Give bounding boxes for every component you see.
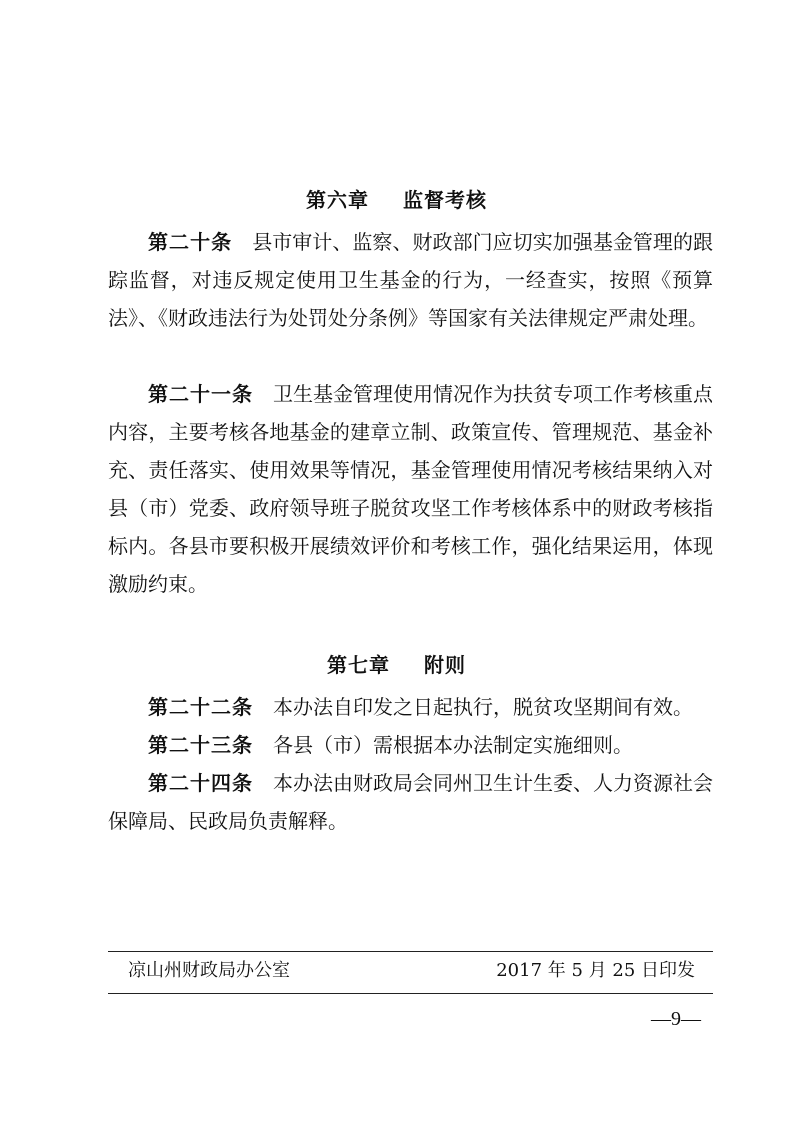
article-23 <box>108 726 713 764</box>
chapter-7-heading <box>0 651 793 679</box>
article-21-text: 卫生基金管理使用情况作为扶贫专项工作考核重点内容，主要考核各地基金的建章立制、政策宣传、管理规范、基金补充、责任落实、使用效果等情况，基金管理使用情况考核结果纳入对县（市）党委、政府领导班子脱贫攻坚工作考核体系中的财政考核指标内。各县市要积极开展绩效评价和考核工作，强化结果运用，体现激励约束。 <box>108 382 713 596</box>
article-20-number: 第二十条 <box>148 230 233 254</box>
article-24-number: 第二十四条 <box>148 771 253 795</box>
article-22 <box>108 688 713 726</box>
article-24-text: 本办法由财政局会同州卫生计生委、人力资源社会保障局、民政局负责解释。 <box>108 771 713 833</box>
article-21-number: 第二十一条 <box>148 382 253 406</box>
chapter-6-title: 监督考核 <box>403 188 487 212</box>
article-24 <box>108 764 713 840</box>
article-23-number: 第二十三条 <box>148 733 253 757</box>
chapter-6-heading <box>0 186 793 214</box>
footer-bottom-rule <box>108 993 713 994</box>
chapter-6-number: 第六章 <box>306 188 369 212</box>
chapter-7-number: 第七章 <box>327 653 390 677</box>
article-21 <box>108 375 713 603</box>
article-22-text: 本办法自印发之日起执行，脱贫攻坚期间有效。 <box>273 695 693 719</box>
footer-date: 2017 年 5 月 25 日印发 <box>496 960 695 981</box>
article-20-text: 县市审计、监察、财政部门应切实加强基金管理的跟踪监督，对违反规定使用卫生基金的行为，一经查实，按照《预算法》、《财政违法行为处罚处分条例》等国家有关法律规定严肃处理。 <box>108 230 714 330</box>
article-23-text: 各县（市）需根据本办法制定实施细则。 <box>273 733 633 757</box>
footer-issuer: 凉山州财政局办公室 <box>128 960 290 981</box>
page-number: —9— <box>651 1008 701 1030</box>
chapter-7-title: 附则 <box>424 653 466 677</box>
article-20 <box>108 223 713 337</box>
footer-top-rule <box>108 951 713 952</box>
article-22-number: 第二十二条 <box>148 695 253 719</box>
